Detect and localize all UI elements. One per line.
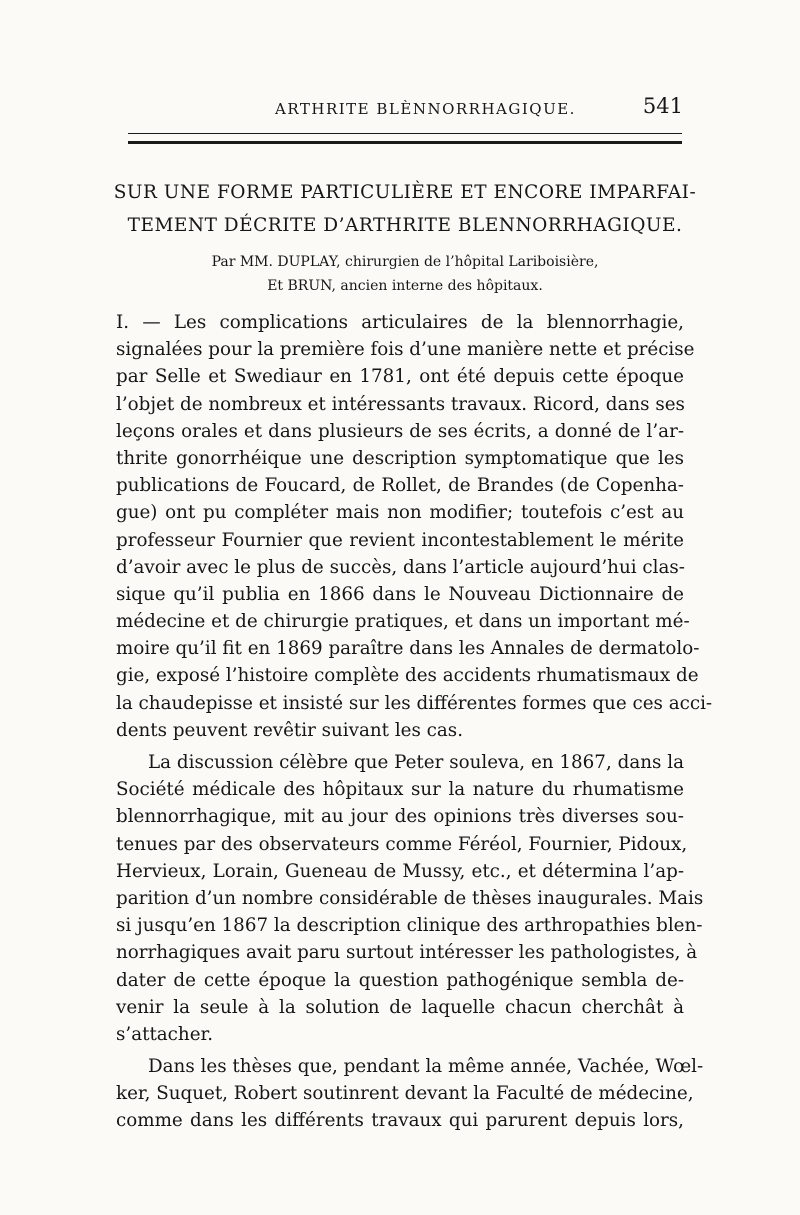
paragraph	[116, 309, 713, 744]
text-line: s’attacher.	[116, 1023, 214, 1045]
text-line: Hervieux, Lorain, Gueneau de Mussy, etc., et détermina l’ap-	[116, 860, 684, 882]
running-title: ARTHRITE BLÈNNORRHAGIQUE.	[275, 100, 576, 118]
text-line: norrhagiques avait paru surtout intéresser les pathologistes, à	[116, 942, 698, 964]
text-line: moire qu’il fit en 1869 paraître dans les Annales de dermatolo-	[116, 638, 700, 660]
byline-line: Et BRUN, ancien interne des hôpitaux.	[267, 278, 543, 294]
text-line: I. — Les complications articulaires de la blennorrhagie,	[116, 312, 684, 333]
text-line: dents peuvent revêtir suivant les cas.	[116, 719, 464, 741]
text-line: l’objet de nombreux et intéressants travaux. Ricord, dans ses	[116, 393, 685, 415]
running-head	[120, 94, 685, 128]
text-line: comme dans les différents travaux qui parurent depuis lors,	[116, 1110, 684, 1132]
article-title-line: TEMENT DÉCRITE D’ARTHRITE BLENNORRHAGIQUE.	[127, 215, 683, 236]
paragraph	[116, 1053, 704, 1135]
article-title-line: SUR UNE FORME PARTICULIÈRE ET ENCORE IMPARFAI-	[113, 182, 697, 203]
byline-line: Par MM. DUPLAY, chirurgien de l’hôpital Lariboisière,	[211, 254, 599, 270]
text-line: parition d’un nombre considérable de thèses inaugurales. Mais	[116, 887, 704, 909]
text-line: gie, exposé l’histoire complète des accidents rhumatismaux de	[116, 665, 699, 687]
byline	[180, 250, 630, 298]
text-line: ker, Suquet, Robert soutinrent devant la Faculté de médecine,	[116, 1083, 694, 1105]
text-line: par Selle et Swediaur en 1781, ont été depuis cette époque	[116, 366, 684, 388]
page-number: 541	[642, 94, 683, 118]
text-line: la chaudepisse et insisté sur les différentes formes que ces acci-	[116, 692, 713, 714]
text-line: signalées pour la première fois d’une manière nette et précise	[116, 339, 695, 361]
text-line: blennorrhagique, mit au jour des opinions très diverses sou-	[116, 806, 684, 828]
text-line: si jusqu’en 1867 la description clinique des arthropathies blen-	[116, 915, 703, 937]
header-rule-thick	[128, 141, 682, 144]
paragraph	[116, 749, 704, 1048]
text-line: médecine et de chirurgie pratiques, et dans un important mé-	[116, 611, 690, 633]
text-line: tenues par des observateurs comme Féréol, Fournier, Pidoux,	[116, 833, 688, 855]
text-line: La discussion célèbre que Peter souleva, en 1867, dans la	[148, 752, 684, 773]
text-line: Société médicale des hôpitaux sur la nature du rhumatisme	[116, 779, 684, 801]
text-line: d’avoir avec le plus de succès, dans l’article aujourd’hui clas-	[116, 556, 685, 578]
text-line: professeur Fournier que revient incontestablement le mérite	[116, 529, 684, 551]
text-line: Dans les thèses que, pendant la même année, Vachée, Wœl-	[148, 1056, 704, 1078]
text-line: dater de cette époque la question pathogénique sembla de-	[116, 969, 684, 991]
article-title	[110, 176, 700, 242]
body-text	[116, 309, 713, 1135]
text-line: venir la seule à la solution de laquelle chacun cherchât à	[116, 996, 684, 1018]
text-line: gue) ont pu compléter mais non modifier; toutefois c’est au	[116, 502, 684, 524]
header-rule-thin	[128, 133, 682, 134]
text-line: publications de Foucard, de Rollet, de Brandes (de Copenha-	[116, 475, 684, 497]
text-line: leçons orales et dans plusieurs de ses écrits, a donné de l’ar-	[116, 420, 684, 442]
text-line: thrite gonorrhéique une description symptomatique que les	[116, 447, 684, 469]
text-line: sique qu’il publia en 1866 dans le Nouveau Dictionnaire de	[116, 583, 684, 605]
